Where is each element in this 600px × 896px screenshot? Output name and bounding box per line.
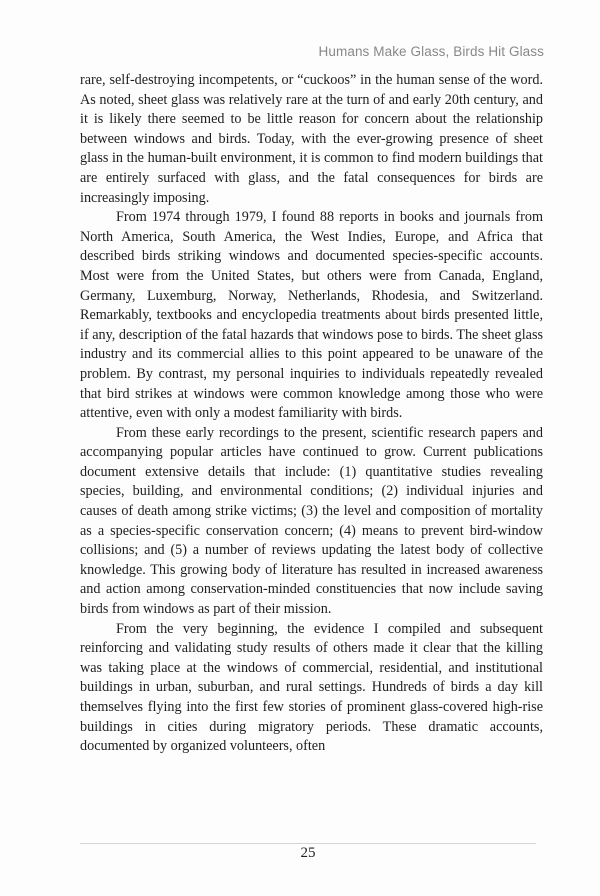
paragraph-3: From these early recordings to the present, scientific research papers and accompanying popular articles have continued to grow. Current publications document extensive details that include: (1) quantitative studies revealing species, building, and environmental conditions; (2) individual injuries and causes of death among strike victims; (3) the level and composition of mortality as a species-specific conservation concern; (4) means to prevent bird-window collisions; and (5) a number of reviews updating the latest body of collective knowledge. This growing body of literature has resulted in increased awareness and action among conservation-minded constituencies that now include saving birds from windows as part of their mission. <box>80 424 543 618</box>
body-text <box>80 71 543 757</box>
paragraph-2: From 1974 through 1979, I found 88 reports in books and journals from North America, South America, the West Indies, Europe, and Africa that described birds striking windows and documented species-specific accounts. Most were from the United States, but others were from Canada, England, Germany, Luxemburg, Norway, Netherlands, Rhodesia, and Switzerland. Remarkably, textbooks and encyclopedia treatments about birds presented little, if any, description of the fatal hazards that windows pose to birds. The sheet glass industry and its commercial allies to this point appeared to be unaware of the problem. By contrast, my personal inquiries to individuals repeatedly revealed that bird strikes at windows were common knowledge among those who were attentive, even with only a modest familiarity with birds. <box>80 209 543 422</box>
paragraph-1: rare, self-destroying incompetents, or “cuckoos” in the human sense of the word. As noted, sheet glass was relatively rare at the turn of and early 20th century, and it is likely there seemed to be little reason for concern about the relationship between windows and birds. Today, with the ever-growing presence of sheet glass in the human-built environment, it is common to find modern buildings that are entirely surfaced with glass, and the fatal consequences for birds are increasingly imposing. <box>80 72 543 206</box>
footer-rule <box>80 843 536 844</box>
running-header: Humans Make Glass, Birds Hit Glass <box>318 44 544 59</box>
page-number: 25 <box>300 845 316 861</box>
paragraph-4: From the very beginning, the evidence I compiled and subsequent reinforcing and validating study results of others made it clear that the killing was taking place at the windows of commercial, residential, and institutional buildings in urban, suburban, and rural settings. Hundreds of birds a day kill themselves flying into the first few stories of prominent glass-covered high-rise buildings in cities during migratory periods. These dramatic accounts, documented by organized volunteers, often <box>80 620 543 755</box>
